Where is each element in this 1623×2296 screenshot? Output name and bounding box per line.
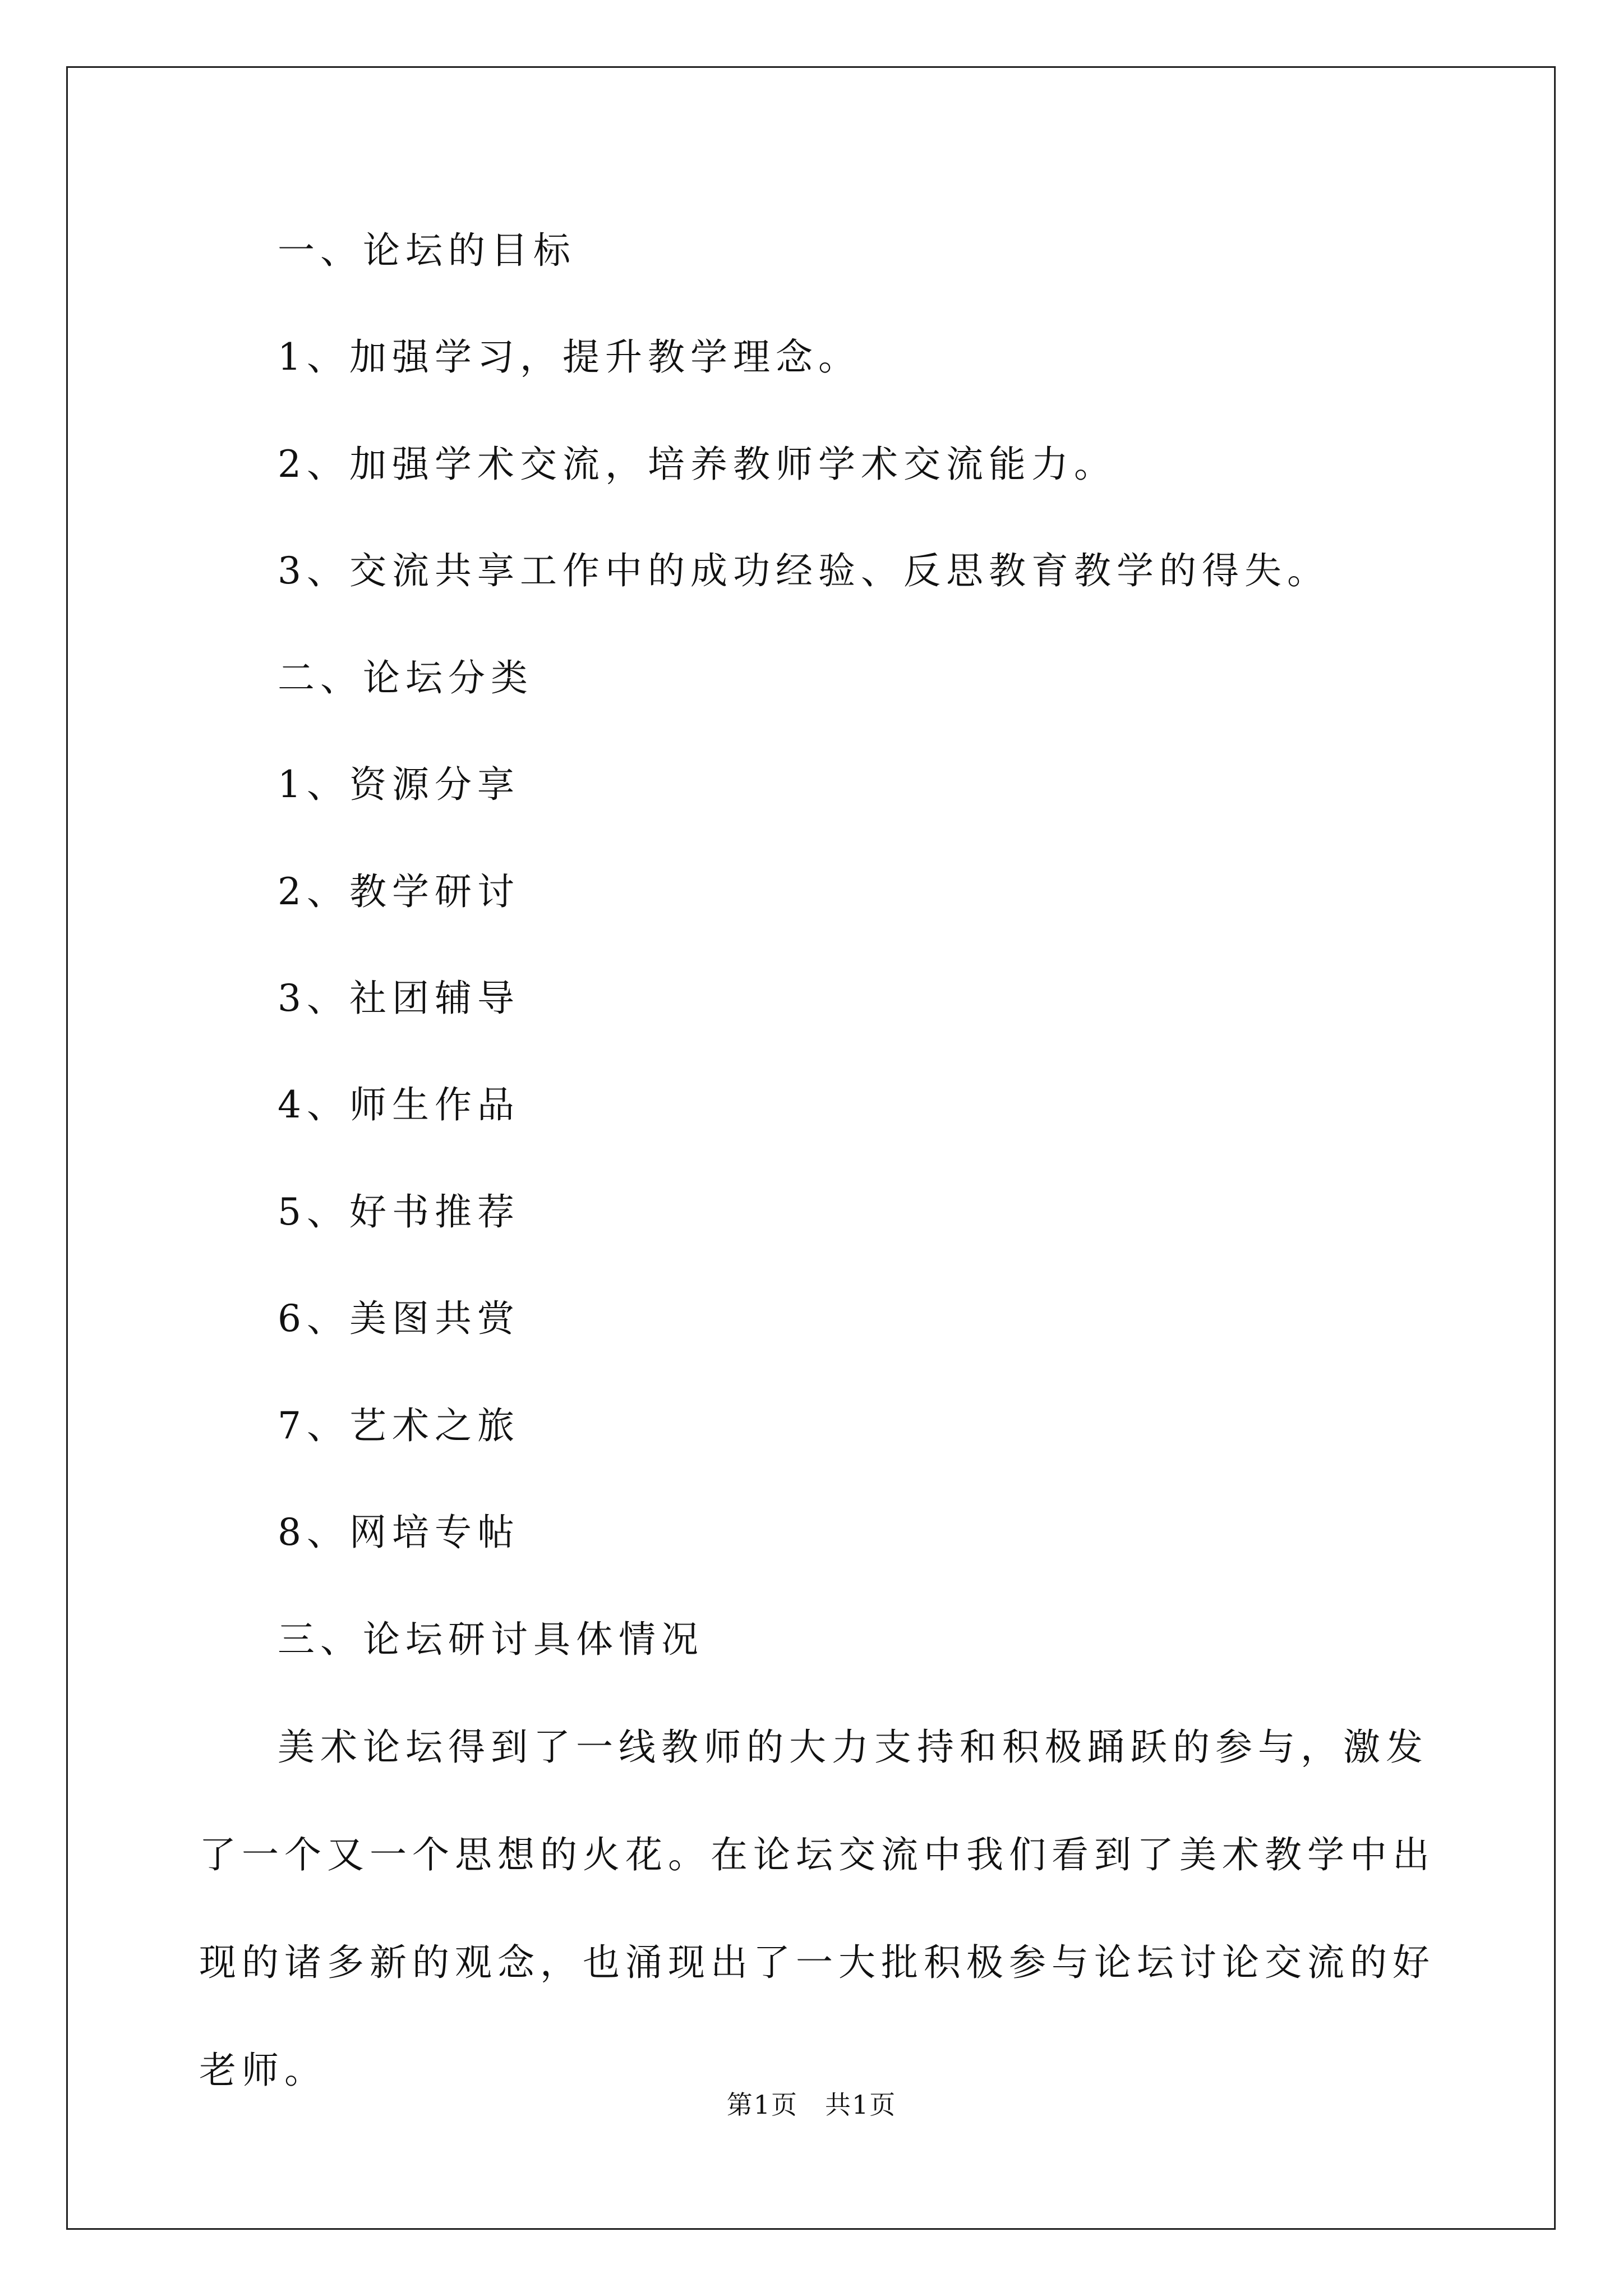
category-item-5: 5、好书推荐 [278,1190,520,1234]
category-item-2: 2、教学研讨 [278,870,520,913]
body-paragraph: 美术论坛得到了一线教师的大力支持和积极踊跃的参与，激发了一个又一个思想的火花。在论坛交流中我们看到了美术教学中出现的诸多新的观念，也涌现出了一大批积极参与论坛讨论交流的好老师。 [199,1726,1435,2092]
section-heading-goals: 一、论坛的目标 [278,229,576,272]
section-heading-details: 三、论坛研讨具体情况 [278,1618,704,1661]
category-item-4: 4、师生作品 [278,1083,520,1126]
section-heading-categories: 二、论坛分类 [278,656,533,700]
page-footer: 第1页 共1页 [726,2090,897,2120]
category-item-7: 7、艺术之旅 [278,1404,520,1447]
goal-item-1: 1、加强学习，提升教学理念。 [278,335,861,379]
goal-item-3: 3、交流共享工作中的成功经验、反思教育教学的得失。 [278,549,1330,592]
category-item-1: 1、资源分享 [278,763,520,806]
goal-item-2: 2、加强学术交流，培养教师学术交流能力。 [278,443,1117,486]
category-item-6: 6、美图共赏 [278,1297,520,1340]
category-item-3: 3、社团辅导 [278,977,520,1020]
category-item-8: 8、网培专帖 [278,1511,520,1554]
